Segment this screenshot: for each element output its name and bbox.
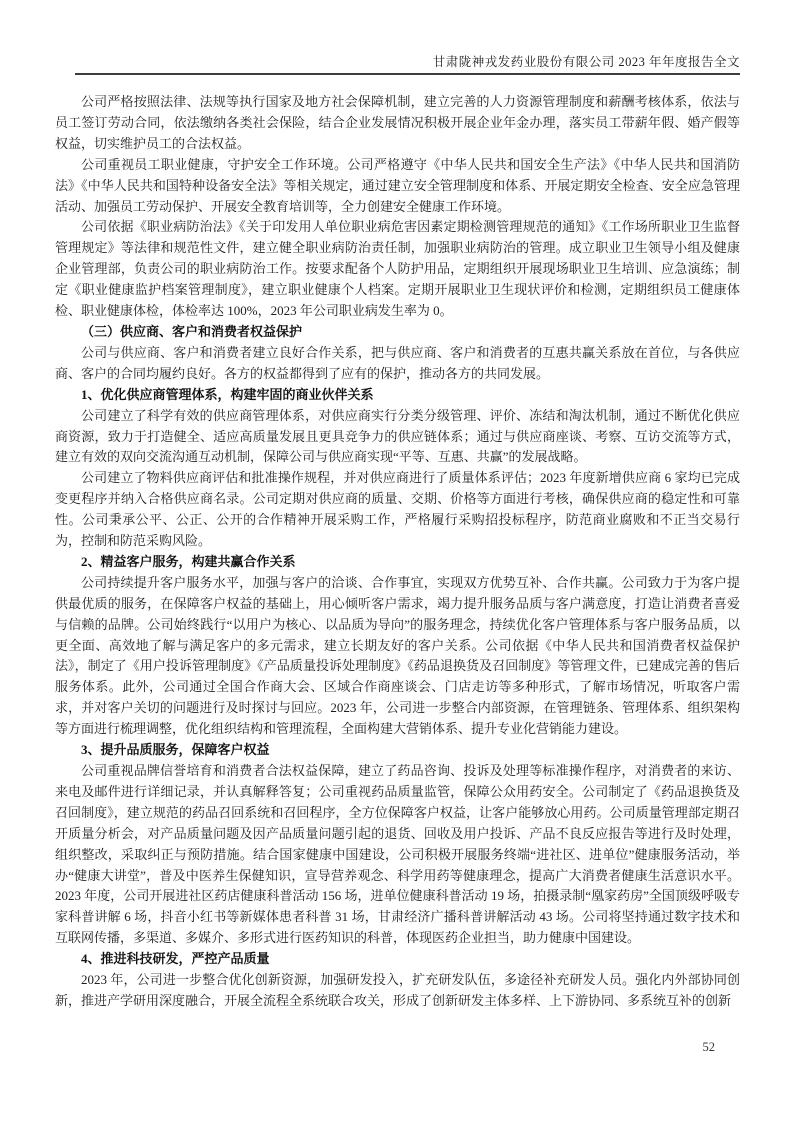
page-footer <box>703 1040 716 1055</box>
section-heading: 4、推进科技研发，严控产品质量 <box>81 951 270 967</box>
paragraph: 2023 年，公司进一步整合优化创新资源，加强研发投入，扩充研发队伍，多途径补充研发人员。强化内外部协同创新，推进产学研用深度融合，开展全流程全系统联合攻关，形成了创新研发主体多样、上下游协同、多系统互补的创新 <box>55 972 740 1008</box>
page-header <box>75 52 740 70</box>
paragraph: 公司重视品牌信誉培育和消费者合法权益保障，建立了药品咨询、投诉及处理等标准操作程序，对消费者的来访、来电及邮件进行详细记录，并认真解释答复；公司重视药品质量监管，保障公众用药安全。公司制定了《药品退换货及召回制度》，建立规范的药品召回系统和召回程序，全方位保障客户权益，让客户能够放心用药。公司质量管理部定期召开质量分析会，对产品质量问题及因产品质量问题引起的退货、回收及用户投诉、产品不良反应报告等进行及时处理，组织整改，采取纠正与预防措施。结合国家健康中国建设，公司积极开展服务终端“进社区、进单位”健康服务活动，举办“健康大讲堂”，普及中医养生保健知识，宣导营养观念、科学用药等健康理念，提高广大消费者健康生活意识水平。2023 年度，公司开展进社区药店健康科普活动 156 场，进单位健康科普活动 19 场，拍摄录制“凰家药房”全国顶级呼吸专家科普讲解 6 场，抖音小红书等新媒体患者科普 31 场，甘肃经济广播科普讲解活动 43 场。公司将坚持通过数字技术和互联网传播，多渠道、多媒介、多形式进行医药知识的科普，体现医药企业担当，助力健康中国建设。 <box>55 763 740 946</box>
header-title: 甘肃陇神戎发药业股份有限公司 2023 年年度报告全文 <box>432 55 740 69</box>
document-body <box>55 92 740 1012</box>
section-heading: 3、提升品质服务，保障客户权益 <box>81 742 270 758</box>
header-rule <box>75 73 740 75</box>
paragraph: 公司依据《职业病防治法》《关于印发用人单位职业病危害因素定期检测管理规范的通知》《工作场所职业卫生监督管理规定》等法律和规范性文件，建立健全职业病防治责任制，加强职业病防治的管理。成立职业卫生领导小组及健康企业管理部，负责公司的职业病防治工作。按要求配备个人防护用品，定期组织开展现场职业卫生培训、应急演练；制定《职业健康监护档案管理制度》，建立职业健康个人档案。定期开展职业卫生现状评价和检测，定期组织员工健康体检、职业健康体检，体检率达 100%，2023 年公司职业病发生率为 0。 <box>55 219 740 319</box>
paragraph: 公司与供应商、客户和消费者建立良好合作关系，把与供应商、客户和消费者的互惠共赢关系放在首位，与各供应商、客户的合同均履约良好。各方的权益都得到了应有的保护，推动各方的共同发展。 <box>55 344 740 381</box>
section-heading: 1、优化供应商管理体系，构建牢固的商业伙伴关系 <box>81 386 374 402</box>
paragraph: 公司建立了科学有效的供应商管理体系，对供应商实行分类分级管理、评价、冻结和淘汰机制，通过不断优化供应商资源，致力于打造健全、适应高质量发展且更具竞争力的供应链体系；通过与供应商座谈、考察、互访交流等方式，建立有效的双向交流沟通互动机制，保障公司与供应商实现“平等、互惠、共赢”的发展战略。 <box>55 407 740 465</box>
paragraph: 公司建立了物料供应商评估和批准操作规程，并对供应商进行了质量体系评估；2023 年度新增供应商 6 家均已完成变更程序并纳入合格供应商名录。公司定期对供应商的质量、交期、价格等方面进行考核，确保供应商的稳定性和可靠性。公司秉承公平、公正、公开的合作精神开展采购工作，严格履行采购招投标程序，防范商业腐败和不正当交易行为，控制和防范采购风险。 <box>55 470 740 549</box>
page-number: 52 <box>702 1040 715 1054</box>
paragraph: 公司持续提升客户服务水平，加强与客户的洽谈、合作事宜，实现双方优势互补、合作共赢。公司致力于为客户提供最优质的服务，在保障客户权益的基础上，用心倾听客户需求，竭力提升服务品质与客户满意度，打造让消费者喜爱与信赖的品牌。公司始终践行“以用户为核心、以品质为导向”的服务理念，持续优化客户管理体系与客户服务品质，以更全面、高效地了解与满足客户的多元需求，建立长期友好的客户关系。公司依据《中华人民共和国消费者权益保护法》，制定了《用户投诉管理制度》《产品质量投诉处理制度》《药品退换货及召回制度》等管理文件，已建成完善的售后服务体系。此外，公司通过全国合作商大会、区域合作商座谈会、门店走访等多种形式，了解市场情况，听取客户需求，并对客户关切的问题进行及时探讨与回应。2023 年，公司进一步整合内部资源，在管理链条、管理体系、组织架构等方面进行梳理调整，优化组织结构和管理流程，全面构建大营销体系、提升专业化营销能力建设。 <box>55 574 740 737</box>
paragraph: 公司严格按照法律、法规等执行国家及地方社会保障机制，建立完善的人力资源管理制度和薪酬考核体系，依法与员工签订劳动合同，依法缴纳各类社会保险，结合企业发展情况积极开展企业年金办理，落实员工带薪年假、婚产假等权益，切实维护员工的合法权益。 <box>55 94 740 151</box>
section-heading: 2、精益客户服务，构建共赢合作关系 <box>81 553 296 569</box>
paragraph: 公司重视员工职业健康，守护安全工作环境。公司严格遵守《中华人民共和国安全生产法》《中华人民共和国消防法》《中华人民共和国特种设备安全法》等相关规定，通过建立安全管理制度和体系、开展定期安全检查、安全应急管理活动、加强员工劳动保护、开展安全教育培训等，全力创建安全健康工作环境。 <box>55 156 740 214</box>
section-heading: （三）供应商、客户和消费者权益保护 <box>81 323 303 339</box>
